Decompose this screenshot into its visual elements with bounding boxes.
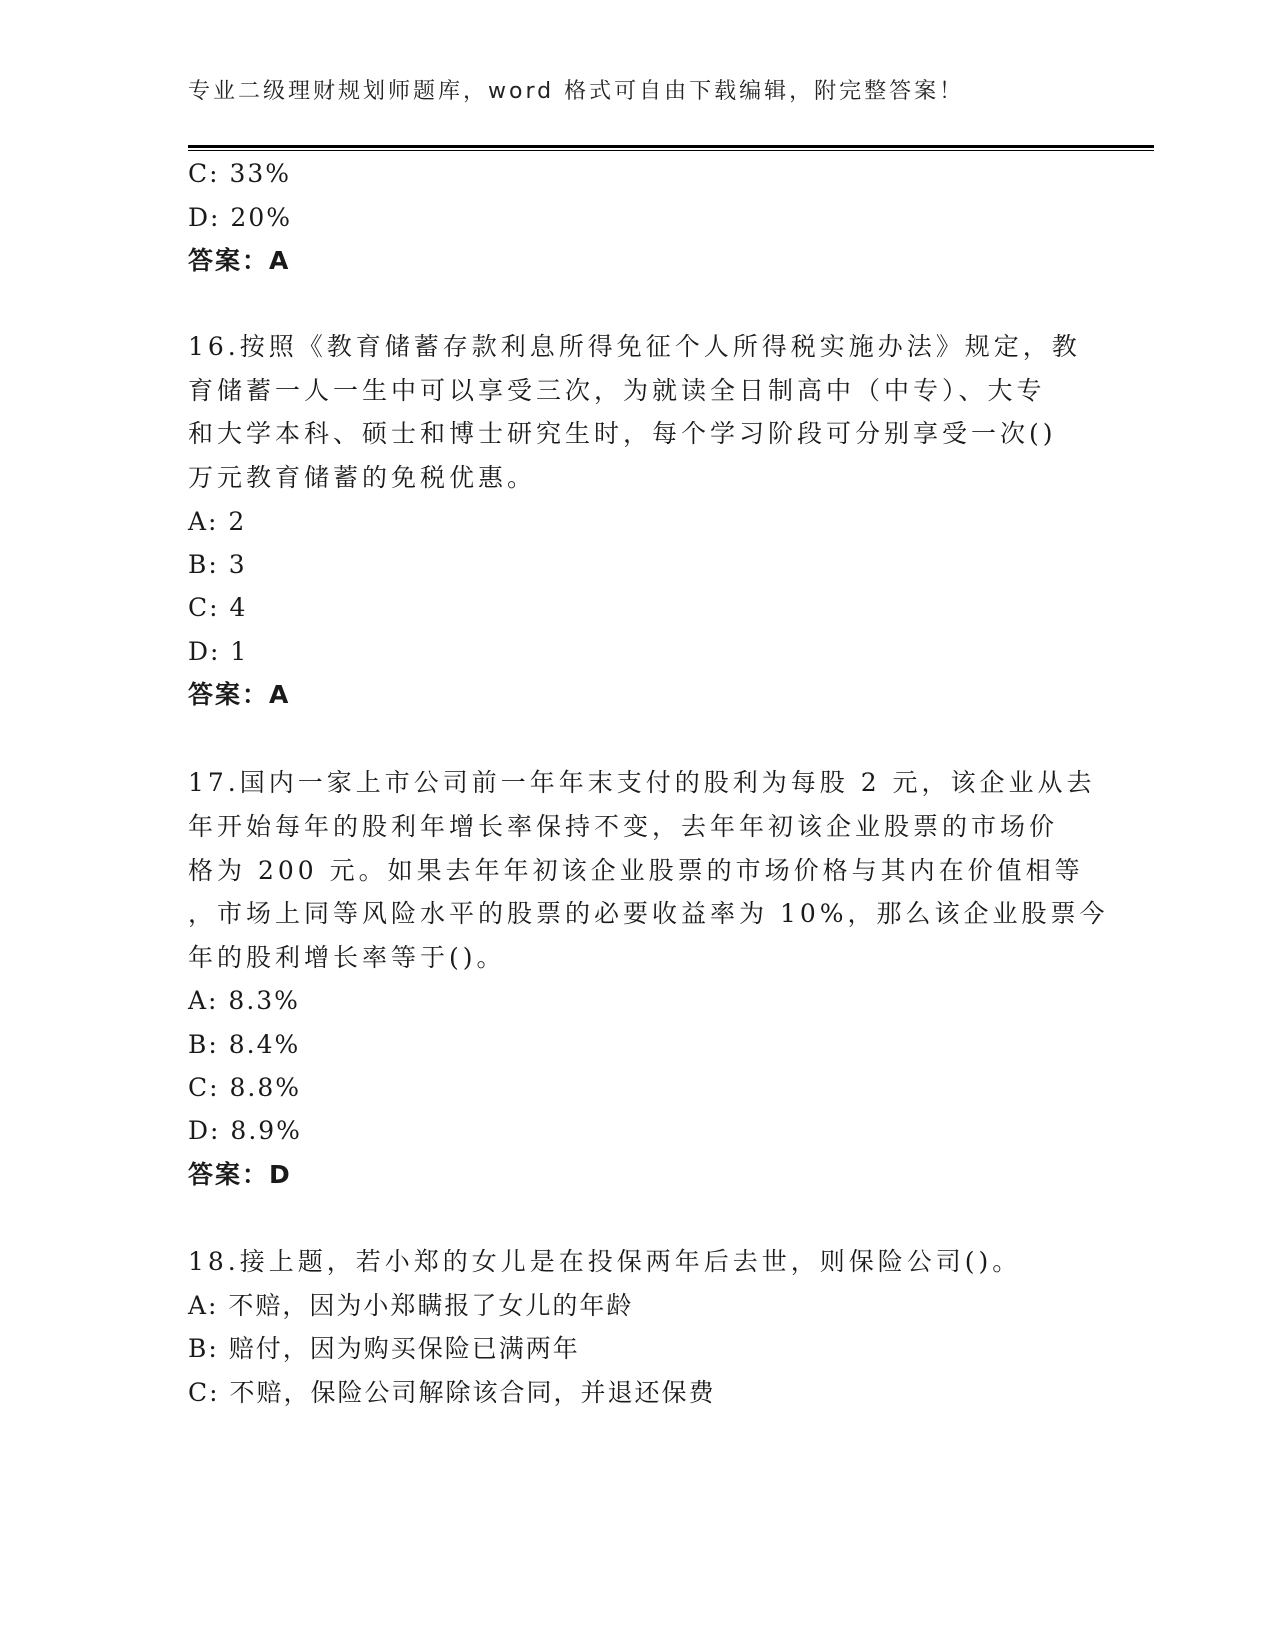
q15-option-c: C: 33% [188,159,292,188]
q17-stem-line-5: 年的股利增长率等于()。 [188,943,506,972]
q17-option-b: B: 8.4% [188,1030,301,1059]
q16-option-d: D: 1 [188,637,249,666]
page-header: 专业二级理财规划师题库，word 格式可自由下载编辑，附完整答案！ [188,79,965,104]
q17-option-a: A: 8.3% [188,986,300,1015]
q17-stem-line-3: 格为 200 元。如果去年年初该企业股票的市场价格与其内在价值相等 [188,856,1084,885]
q17-option-d: D: 8.9% [188,1116,302,1145]
q17-stem-line-4: ，市场上同等风险水平的股票的必要收益率为 10%，那么该企业股票今 [188,899,1109,928]
q17-stem-line-1: 17.国内一家上市公司前一年年末支付的股利为每股 2 元，该企业从去 [188,768,1096,797]
q18-option-b: B: 赔付，因为购买保险已满两年 [188,1334,580,1363]
q16-option-a: A: 2 [188,507,247,536]
q15-option-d: D: 20% [188,203,292,232]
q17-stem-line-2: 年开始每年的股利年增长率保持不变，去年年初该企业股票的市场价 [188,812,1059,841]
q18-option-a: A: 不赔，因为小郑瞒报了女儿的年龄 [188,1291,634,1320]
q17-answer: 答案：D [188,1160,292,1189]
q18-option-c: C: 不赔，保险公司解除该合同，并退还保费 [188,1378,716,1407]
q15-answer: 答案：A [188,246,291,275]
q16-answer: 答案：A [188,680,291,709]
q16-stem-line-3: 和大学本科、硕士和博士研究生时，每个学习阶段可分别享受一次() [188,419,1057,448]
q17-option-c: C: 8.8% [188,1073,302,1102]
q18-stem-line-1: 18.接上题，若小郑的女儿是在投保两年后去世，则保险公司()。 [188,1247,1022,1276]
header-rule [188,145,1154,152]
q16-stem-line-1: 16.按照《教育储蓄存款利息所得免征个人所得税实施办法》规定，教 [188,332,1081,361]
q16-option-c: C: 4 [188,593,248,622]
q16-option-b: B: 3 [188,550,247,579]
q16-stem-line-2: 育储蓄一人一生中可以享受三次，为就读全日制高中（中专）、大专 [188,376,1046,405]
q16-stem-line-4: 万元教育储蓄的免税优惠。 [188,463,537,492]
